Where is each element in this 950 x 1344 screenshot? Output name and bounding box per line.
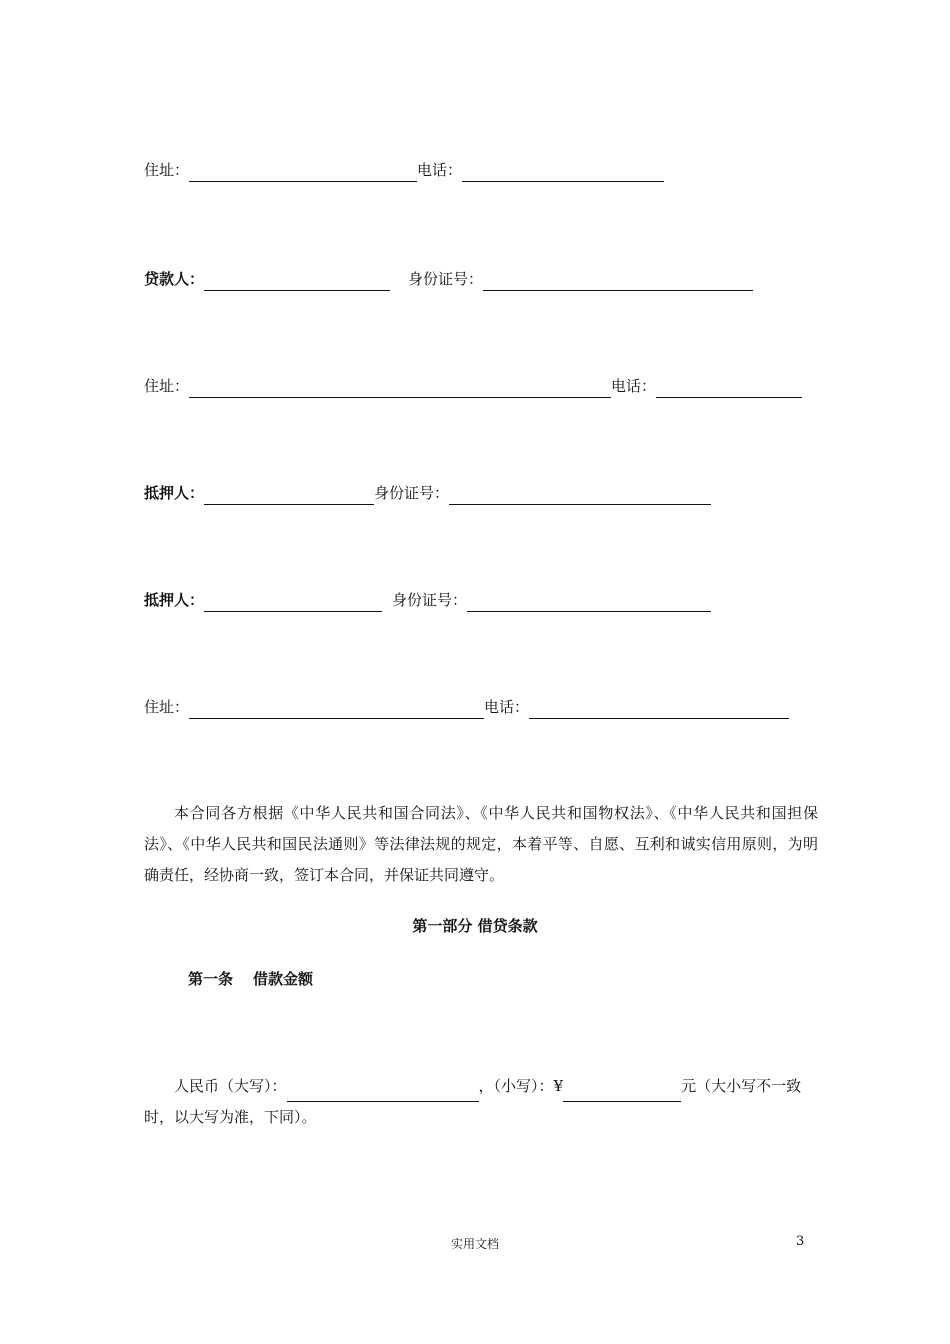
lender-name-blank[interactable] <box>204 273 390 291</box>
page-number: 3 <box>796 1234 805 1249</box>
amount-uppercase-blank[interactable] <box>287 1084 479 1102</box>
id-number-label: 身份证号： <box>408 270 484 288</box>
phone-label: 电话： <box>484 698 530 716</box>
phone-label: 电话： <box>417 161 463 179</box>
phone-blank[interactable] <box>529 701 789 719</box>
mortgagor-label: 抵押人： <box>144 484 205 502</box>
address-row-2 <box>144 374 802 398</box>
address-label: 住址： <box>144 698 190 716</box>
mortgagor-label: 抵押人： <box>144 591 205 609</box>
lender-label: 贷款人： <box>144 270 205 288</box>
phone-blank[interactable] <box>656 380 802 398</box>
amount-prefix: 人民币（大写）： <box>174 1077 287 1095</box>
id-number-blank[interactable] <box>483 273 753 291</box>
part-heading: 第一部分 借贷条款 <box>412 917 538 935</box>
lender-row <box>144 267 753 291</box>
mortgagor-row-1 <box>144 481 711 505</box>
phone-blank[interactable] <box>462 164 664 182</box>
amount-number-blank[interactable] <box>563 1084 681 1102</box>
phone-label: 电话： <box>611 377 657 395</box>
article-number: 第一条 <box>188 970 234 988</box>
address-row-1 <box>144 158 664 182</box>
id-number-label: 身份证号： <box>374 484 450 502</box>
intro-paragraph: 本合同各方根据《中华人民共和国合同法》、《中华人民共和国物权法》、《中华人民共和国担保法》、《中华人民共和国民法通则》等法律法规的规定，本着平等、自愿、互利和诚实信用原则，为明确责任，经协商一致，签订本合同，并保证共同遵守。 <box>144 804 818 884</box>
id-number-blank[interactable] <box>449 487 711 505</box>
amount-paragraph <box>144 1071 818 1133</box>
address-blank[interactable] <box>189 701 484 719</box>
address-blank[interactable] <box>189 380 611 398</box>
article-heading <box>188 967 313 991</box>
amount-middle: ，（小写）：¥ <box>478 1077 564 1095</box>
address-blank[interactable] <box>189 164 417 182</box>
address-label: 住址： <box>144 377 190 395</box>
mortgagor-row-2 <box>144 588 711 612</box>
address-row-3 <box>144 695 789 719</box>
address-label: 住址： <box>144 161 190 179</box>
mortgagor-name-blank[interactable] <box>204 594 382 612</box>
footer-text: 实用文档 <box>450 1237 499 1251</box>
amount-suffix: 元（大小写不一致时，以大写为准，下同）。 <box>144 1077 802 1126</box>
article-title: 借款金额 <box>253 970 314 988</box>
id-number-label: 身份证号： <box>392 591 468 609</box>
id-number-blank[interactable] <box>467 594 711 612</box>
mortgagor-name-blank[interactable] <box>204 487 374 505</box>
